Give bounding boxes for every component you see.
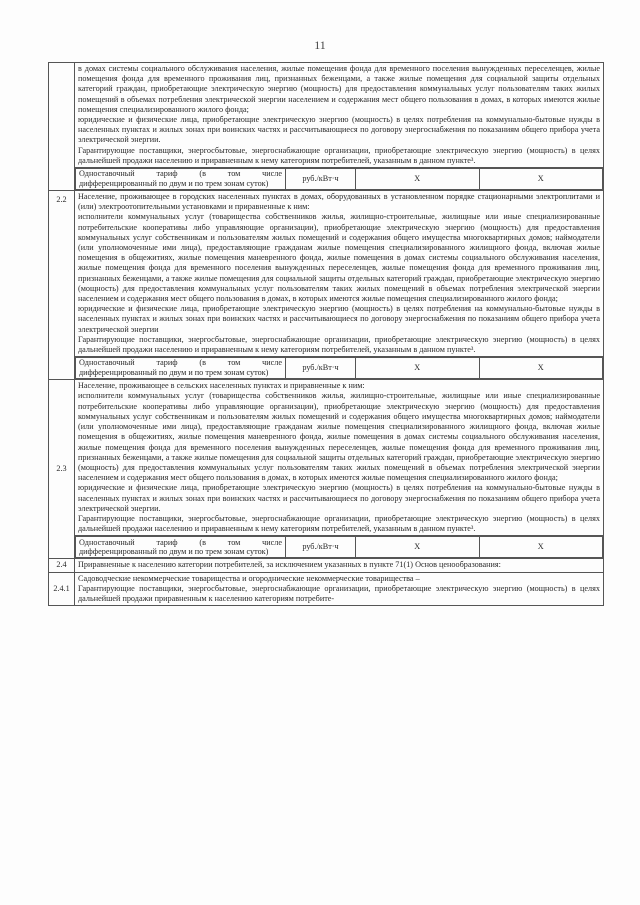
section-row bbox=[49, 559, 604, 572]
tariff-label: Одноставочный тариф (в том числе дифференцированный по двум и по трем зонам суток) bbox=[76, 358, 286, 379]
tariff-table bbox=[48, 62, 604, 606]
section-description bbox=[75, 191, 604, 357]
tariff-row bbox=[49, 168, 604, 191]
section-number: 2.2 bbox=[49, 191, 75, 380]
paragraph: юридические и физические лица, приобретающие электрическую энергию (мощность) в целях потребления на коммунально-бытовые нужды в населенных пунктах и жилых зонах при воинских частях и рассчитывающиеся по договору энергоснабжения по показаниям общего прибора учета электрической энергии bbox=[78, 304, 600, 334]
paragraph: в домах системы социального обслуживания населения, жилые помещения фонда для временного поселения вынужденных переселенцев, жилые помещения фонда для временного проживания лиц, признанных беженцами, а также жилые помещения для социальной защиты отдельных категорий граждан, приобретающие электрическую энергию (мощность) для предоставления коммунальных услуг пользователям таких жилых помещений в объемах потребления электрической энергии населением и содержания мест общего пользования в домах, в которых имеются жилые помещения специализированного жилого фонда; bbox=[78, 64, 600, 114]
tariff-value-1: X bbox=[356, 358, 480, 379]
section-row bbox=[49, 380, 604, 536]
section-row bbox=[49, 63, 604, 168]
tariff-label: Одноставочный тариф (в том числе дифференцированный по двум и по трем зонам суток) bbox=[76, 169, 286, 190]
tariff-unit: руб./кВт·ч bbox=[286, 537, 356, 558]
tariff-label: Одноставочный тариф (в том числе дифференцированный по двум и по трем зонам суток) bbox=[76, 537, 286, 558]
section-number: 2.4.1 bbox=[49, 572, 75, 606]
tariff-row bbox=[49, 357, 604, 380]
tariff-unit: руб./кВт·ч bbox=[286, 358, 356, 379]
paragraph: исполнители коммунальных услуг (товарищества собственников жилья, жилищно-строительные, жилищные или иные специализированные потребительские кооперативы либо управляющие организации), приобретающие электрическую энергию (мощность) для предоставления коммунальных услуг собственникам и пользователям жилых помещений и содержания общего имущества многоквартирных домов; наймодатели (или уполномоченные ими лица), предоставляющие гражданам жилые помещения специализированного жилищного фонда, включая жилые помещения в общежитиях, жилые помещения маневренного фонда, жилые помещения в домах системы социального обслуживания населения, жилые помещения фонда для временного поселения вынужденных переселенцев, жилые помещения фонда для временного проживания лиц, признанных беженцами, а также жилые помещения для социальной защиты отдельных категорий граждан, приобретающие электрическую энергию (мощность) для предоставления коммунальных услуг пользователям таких жилых помещений в объемах потребления электрической энергии населением и содержания мест общего пользования в домах, в которых имеются жилые помещения специализированного жилого фонда; bbox=[78, 391, 600, 483]
tariff-value-1: X bbox=[356, 537, 480, 558]
section-row bbox=[49, 572, 604, 606]
section-description bbox=[75, 572, 604, 606]
section-description bbox=[75, 559, 604, 572]
section-description bbox=[75, 63, 604, 168]
paragraph: Население, проживающее в городских населенных пунктах в домах, оборудованных в установленном порядке стационарными электроплитами и (или) электроотопительными установками и приравненные к ним: bbox=[78, 192, 600, 212]
paragraph: Гарантирующие поставщики, энергосбытовые, энергоснабжающие организации, приобретающие электрическую энергию (мощность) в целях дальнейшей продажи населению и приравненным к нему категориям потребителей, указанным в данном пункте³. bbox=[78, 513, 600, 534]
section-row bbox=[49, 191, 604, 357]
paragraph: Население, проживающее в сельских населенных пунктах и приравненные к ним: bbox=[78, 381, 365, 391]
paragraph: Гарантирующие поставщики, энергосбытовые, энергоснабжающие организации, приобретающие электрическую энергию (мощность) в целях дальнейшей продажи населению и приравненным к нему категориям потребителей, указанным в данном пункте³. bbox=[78, 145, 600, 165]
tariff-value-2: X bbox=[479, 358, 603, 379]
tariff-row bbox=[49, 536, 604, 559]
tariff-value-1: X bbox=[356, 169, 480, 190]
section-number: 2.4 bbox=[49, 559, 75, 572]
tariff-value-2: X bbox=[479, 169, 603, 190]
section-number bbox=[49, 63, 75, 191]
paragraph: Гарантирующие поставщики, энергосбытовые, энергоснабжающие организации, приобретающие электрическую энергию (мощность) в целях дальнейшей продажи населению и приравненным к нему категориям потребителей, указанным в данном пункте³. bbox=[78, 334, 600, 355]
tariff-unit: руб./кВт·ч bbox=[286, 169, 356, 190]
section-number: 2.3 bbox=[49, 380, 75, 559]
page-number: 11 bbox=[314, 38, 326, 52]
paragraph: Садоводческие некоммерческие товарищества и огороднические некоммерческие товарищества – bbox=[78, 573, 420, 583]
section-description bbox=[75, 380, 604, 536]
paragraph: Приравненные к населению категории потребителей, за исключением указанных в пункте 71(1) Основ ценообразования: bbox=[78, 560, 501, 570]
paragraph: юридические и физические лица, приобретающие электрическую энергию (мощность) в целях потребления на коммунально-бытовые нужды в населенных пунктах и жилых зонах при воинских частях и рассчитывающиеся по договору энергоснабжения по показаниям общего прибора учета электрической энергии. bbox=[78, 483, 600, 513]
tariff-value-2: X bbox=[479, 537, 603, 558]
paragraph: Гарантирующие поставщики, энергосбытовые, энергоснабжающие организации, приобретающие электрическую энергию (мощность) в целях дальнейшей продажи приравненным к населению категориям потребите- bbox=[78, 583, 600, 603]
paragraph: исполнители коммунальных услуг (товарищества собственников жилья, жилищно-строительные, жилищные или иные специализированные потребительские кооперативы либо управляющие организации), приобретающие электрическую энергию (мощность) для предоставления коммунальных услуг собственникам и пользователям жилых помещений и содержания общего имущества многоквартирных домов; наймодатели (или уполномоченные ими лица), предоставляющие гражданам жилые помещения специализированного жилищного фонда, включая жилые помещения в общежитиях, жилые помещения маневренного фонда, жилые помещения в домах системы социального обслуживания населения, жилые помещения фонда для временного поселения вынужденных переселенцев, жилые помещения фонда для временного проживания лиц, признанных беженцами, а также жилые помещения для социальной защиты отдельных категорий граждан, приобретающие электрическую энергию (мощность) для предоставления коммунальных услуг пользователям таких жилых помещений в объемах потребления электрической энергии населением и содержания мест общего пользования в домах, в которых имеются жилые помещения специализированного жилого фонда; bbox=[78, 212, 600, 304]
paragraph: юридические и физические лица, приобретающие электрическую энергию (мощность) в целях потребления на коммунально-бытовые нужды в населенных пунктах и жилых зонах при воинских частях и рассчитывающиеся по договору энергоснабжения по показаниям общего прибора учета электрической энергии. bbox=[78, 115, 600, 145]
